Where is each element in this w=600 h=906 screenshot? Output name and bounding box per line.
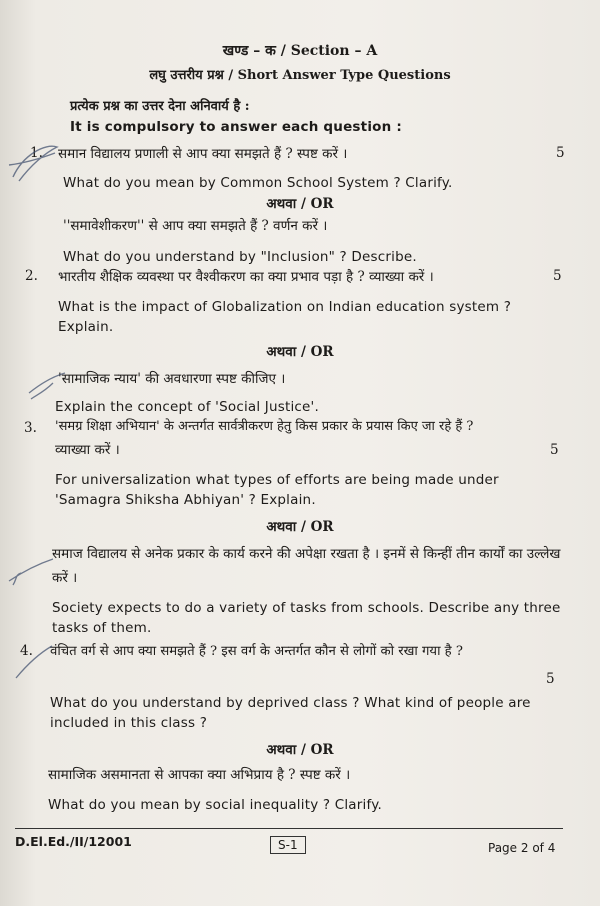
instruction-hindi: प्रत्येक प्रश्न का उत्तर देना अनिवार्य है :	[70, 99, 250, 114]
footer-divider	[15, 828, 563, 829]
question-4-marks: 5	[546, 671, 555, 687]
question-type-heading: लघु उत्तरीय प्रश्न / Short Answer Type Questions	[149, 68, 451, 83]
paper-code: D.El.Ed./II/12001	[15, 834, 132, 849]
question-2-hindi: भारतीय शैक्षिक व्यवस्था पर वैश्वीकरण का क्या प्रभाव पड़ा है ? व्याख्या करें ।	[58, 269, 434, 285]
or-label-2: अथवा / OR	[266, 344, 334, 360]
question-2-english: What is the impact of Globalization on Indian education system ? Explain.	[58, 299, 512, 335]
question-3-english: For universalization what types of efforts are being made under 'Samagra Shiksha Abhiyan' ? Explain.	[55, 472, 499, 508]
question-3-hindi-line2: व्याख्या करें ।	[55, 442, 120, 458]
question-1-number: 1.	[30, 145, 43, 161]
question-3-number: 3.	[24, 420, 37, 436]
question-2-alt-english: Explain the concept of 'Social Justice'.	[55, 399, 319, 415]
question-4-number: 4.	[20, 643, 33, 659]
question-4-english: What do you understand by deprived class ? What kind of people are included in this class ?	[50, 695, 531, 731]
or-label-4: अथवा / OR	[266, 742, 334, 758]
question-4-alt-hindi: सामाजिक असमानता से आपका क्या अभिप्राय है ? स्पष्ट करें ।	[48, 767, 351, 783]
or-label-3: अथवा / OR	[266, 519, 334, 535]
page-number: Page 2 of 4	[488, 841, 556, 855]
set-code-box: S-1	[270, 836, 306, 854]
or-label-1: अथवा / OR	[266, 196, 334, 212]
question-2-number: 2.	[25, 268, 38, 284]
question-1-english: What do you mean by Common School System ? Clarify.	[63, 175, 453, 191]
instruction-english: It is compulsory to answer each question :	[70, 119, 402, 135]
question-4-alt-english: What do you mean by social inequality ? Clarify.	[48, 797, 382, 813]
question-3-hindi-line1: 'समग्र शिक्षा अभियान' के अन्तर्गत सार्वत्रीकरण हेतु किस प्रकार के प्रयास किए जा रहे हैं ?	[55, 419, 474, 434]
section-heading: खण्ड – क / Section – A	[222, 43, 378, 59]
question-1-hindi: समान विद्यालय प्रणाली से आप क्या समझते हैं ? स्पष्ट करें ।	[58, 146, 348, 162]
question-2-alt-hindi: 'सामाजिक न्याय' की अवधारणा स्पष्ट कीजिए ।	[58, 371, 286, 387]
pencil-mark-1	[5, 135, 65, 190]
question-1-alt-hindi: ''समावेशीकरण'' से आप क्या समझते हैं ? वर्णन करें ।	[63, 218, 328, 234]
question-3-alt-english: Society expects to do a variety of tasks from schools. Describe any three tasks of them.	[52, 600, 561, 636]
question-3-marks: 5	[550, 442, 559, 458]
question-2-marks: 5	[553, 268, 562, 284]
question-1-marks: 5	[556, 145, 565, 161]
question-3-alt-hindi: समाज विद्यालय से अनेक प्रकार के कार्य करने की अपेक्षा रखता है । इनमें से किन्हीं तीन कार्यों का उल्लेख करें ।	[52, 546, 561, 586]
question-4-hindi: वंचित वर्ग से आप क्या समझते हैं ? इस वर्ग के अन्तर्गत कौन से लोगों को रखा गया है ?	[50, 644, 463, 659]
question-1-alt-english: What do you understand by "Inclusion" ? Describe.	[63, 249, 417, 265]
